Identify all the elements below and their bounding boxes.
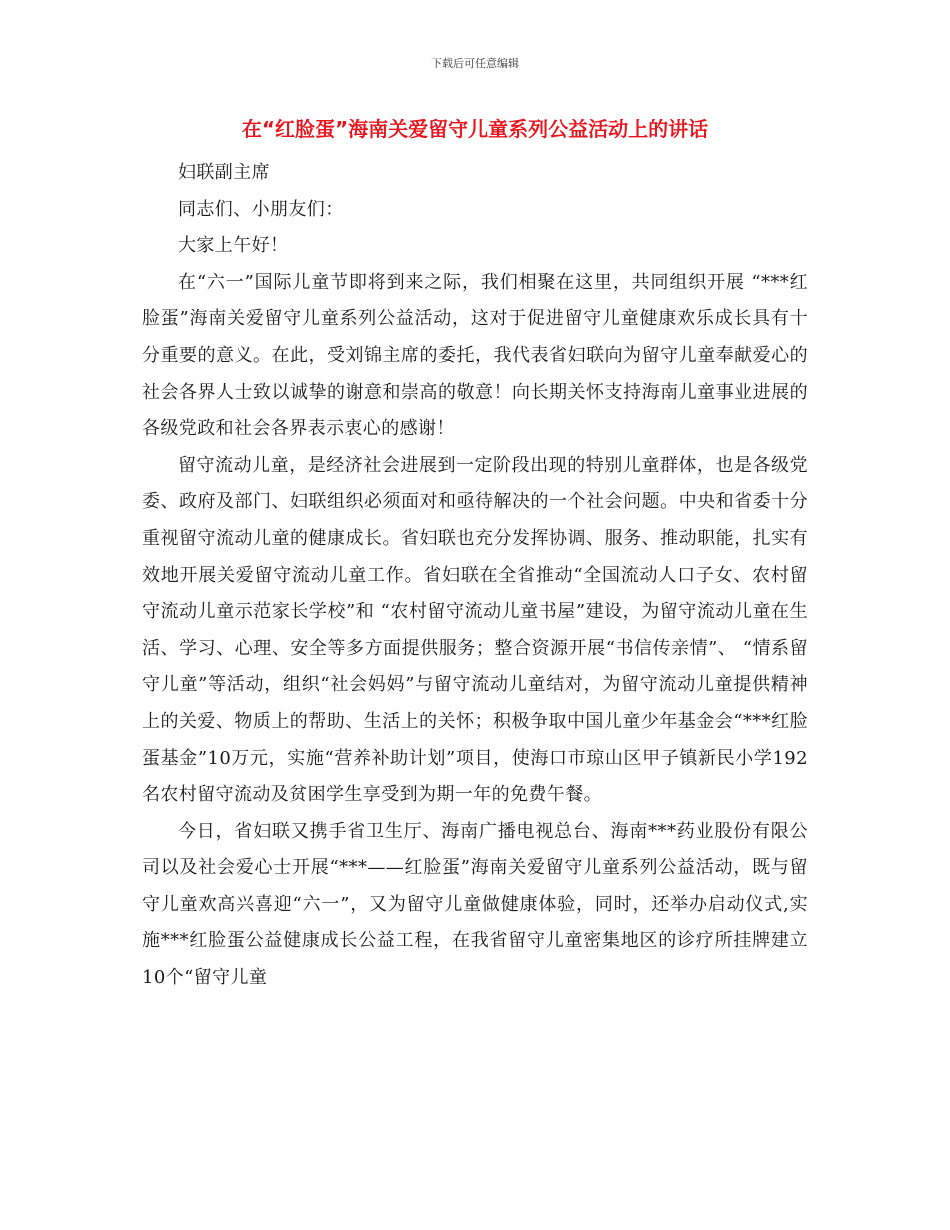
paragraph-speaker: 妇联副主席 [178, 162, 270, 183]
paragraph-greeting: 大家上午好！ [178, 235, 289, 257]
document-title: 在“红脸蛋”海南关爱留守儿童系列公益活动上的讲话 [241, 117, 709, 141]
paragraph-body: 留守流动儿童，是经济社会进展到一定阶段出现的特别儿童群体，也是各级党委、政府及部门、妇联组织必须面对和亟待解决的一个社会问题。中央和省委十分重视留守流动儿童的健康成长。省妇联也充分发挥协调、服务、推动职能，扎实有效地开展关爱留守流动儿童工作。省妇联在全省推动“全国流动人口子女、农村留守流动儿童示范家长学校”和 “农村留守流动儿童书屋”建设，为留守流动儿童在生活、学习、心理、安全等多方面提供服务；整合资源开展“书信传亲情”、 “情系留守儿童”等活动，组织“社会妈妈”与留守流动儿童结对，为留守流动儿童提供精神上的关爱、物质上的帮助、生活上的关怀；积极争取中国儿童少年基金会“***红脸蛋基金”10万元，实施“营养补助计划”项目，使海口市琼山区甲子镇新民小学192名农村留守流动及贫困学生享受到为期一年的免费午餐。 [142, 454, 808, 806]
paragraph-body: 在“六一”国际儿童节即将到来之际，我们相聚在这里，共同组织开展 “***红脸蛋”海南关爱留守儿童系列公益活动，这对于促进留守儿童健康欢乐成长具有十分重要的意义。在此，受刘锦主席的委托，我代表省妇联向为留守儿童奉献爱心的社会各界人士致以诚挚的谢意和崇高的敬意！向长期关怀支持海南儿童事业进展的各级党政和社会各界表示衷心的感谢！ [142, 271, 808, 440]
paragraph-body: 今日，省妇联又携手省卫生厅、海南广播电视总台、海南***药业股份有限公司以及社会爱心士开展“***——红脸蛋”海南关爱留守儿童系列公益活动，既与留守儿童欢高兴喜迎“六一”，又为留守儿童做健康体验，同时，还举办启动仪式,实施***红脸蛋公益健康成长公益工程，在我省留守儿童密集地区的诊疗所挂牌建立10个“留守儿童 [142, 820, 808, 989]
paragraph-salutation: 同志们、小朋友们： [178, 198, 344, 220]
document-body [142, 155, 808, 997]
page-header-note: 下载后可任意编辑 [431, 57, 519, 70]
